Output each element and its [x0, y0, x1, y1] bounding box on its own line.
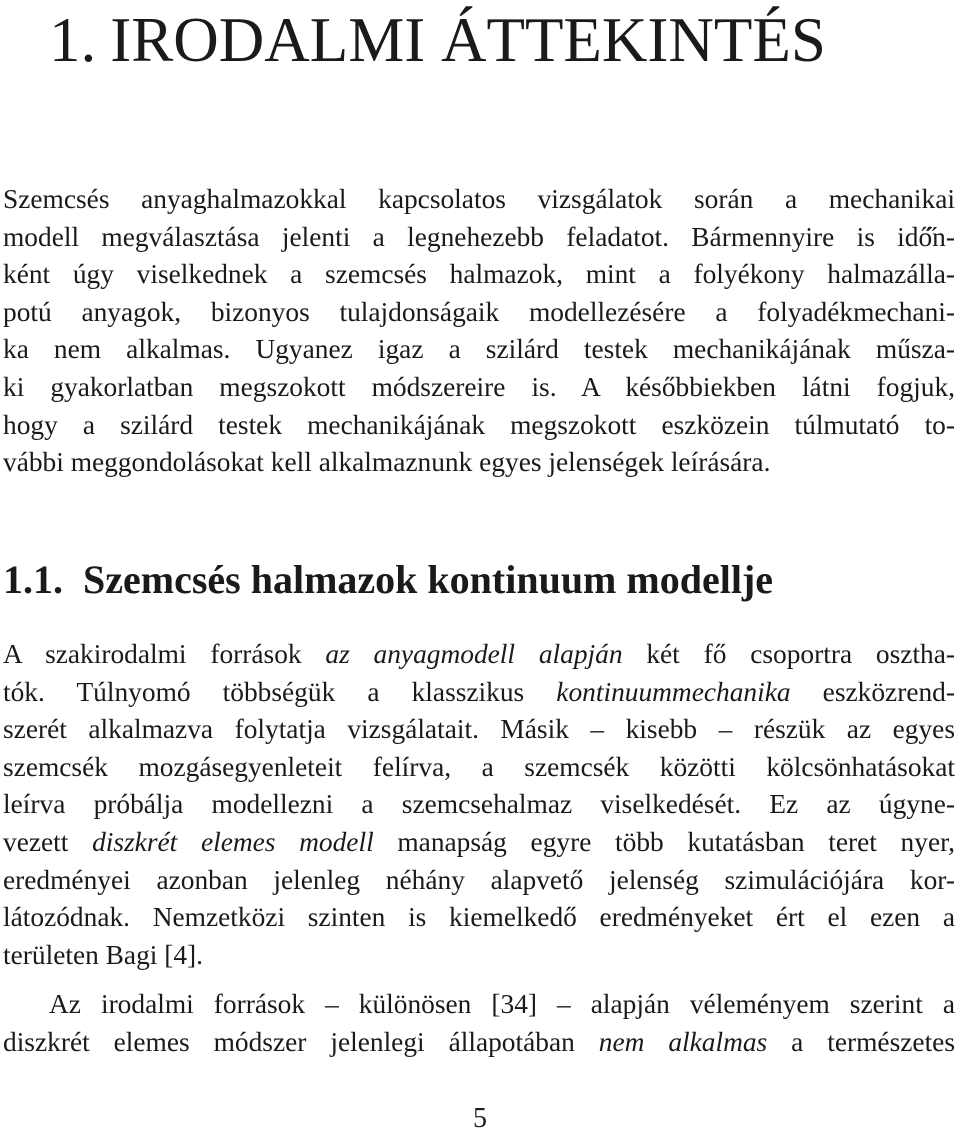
emphasis-text: diszkrét elemes modell: [92, 826, 374, 857]
text-line: [3, 674, 955, 712]
text-run: a természetes: [767, 1026, 955, 1057]
text-run: két fő csoportra osztha-: [622, 639, 955, 669]
text-run: manapság egyre több kutatásban teret nyer,: [373, 826, 955, 857]
text-line: területen Bagi [4].: [3, 939, 204, 970]
section-number: 1.1.: [3, 557, 63, 602]
section-title-text: Szemcsés halmazok kontinuum modellje: [83, 557, 773, 602]
section-heading: [3, 552, 773, 608]
section-paragraph-1: [3, 636, 955, 974]
text-run: vezett: [3, 826, 93, 857]
text-line: vábbi meggondolásokat kell alkalmaznunk egyes jelenségek leírására.: [3, 447, 771, 478]
page-number: 5: [473, 1103, 487, 1134]
text-line: Szemcsés anyaghalmazokkal kapcsolatos vizsgálatok során a mechanikai: [3, 184, 955, 214]
text-line: leírva próbálja modellezni a szemcsehalmaz viselkedését. Ez az úgyne-: [3, 789, 955, 820]
text-line: látozódnak. Nemzetközi szinten is kiemelkedő eredményeket ért el ezen a: [3, 902, 955, 933]
emphasis-text: nem alkalmas: [598, 1026, 768, 1057]
text-line: ként úgy viselkednek a szemcsés halmazok, mint a folyékony halmazálla-: [3, 259, 955, 290]
chapter-number: 1.: [49, 5, 97, 75]
text-run: A szakirodalmi források: [3, 639, 326, 669]
text-line: Az irodalmi források – különösen [34] – alapján véleményem szerint a: [49, 989, 955, 1019]
text-run: tók. Túlnyomó többségük a klasszikus: [3, 676, 557, 707]
text-line: [3, 636, 955, 674]
text-line: [3, 824, 955, 862]
text-line: ka nem alkalmas. Ugyanez igaz a szilárd testek mechanikájának műsza-: [3, 334, 955, 365]
emphasis-text: az anyagmodell alapján: [325, 639, 623, 669]
emphasis-text: kontinuummechanika: [556, 676, 791, 707]
chapter-title: [49, 4, 826, 76]
text-run: diszkrét elemes módszer jelenlegi állapotában: [3, 1026, 599, 1057]
text-line: szerét alkalmazva folytatja vizsgálatait. Másik – kisebb – részük az egyes: [3, 714, 955, 745]
text-line: potú anyagok, bizonyos tulajdonságaik modellezésére a folyadékmechani-: [3, 296, 955, 327]
text-line: hogy a szilárd testek mechanikájának megszokott eszközein túlmutató to-: [3, 409, 955, 440]
text-line: eredményei azonban jelenleg néhány alapvető jelenség szimulációjára kor-: [3, 864, 955, 895]
intro-paragraph: [3, 181, 955, 482]
chapter-title-text: IRODALMI ÁTTEKINTÉS: [110, 5, 826, 75]
text-line: ki gyakorlatban megszokott módszereire is. A későbbiekben látni fogjuk,: [3, 371, 955, 402]
text-line: [3, 1024, 955, 1062]
text-line: szemcsék mozgásegyenleteit felírva, a szemcsék közötti kölcsönhatásokat: [3, 751, 955, 782]
text-run: eszközrend-: [790, 676, 955, 707]
section-paragraph-2: [3, 986, 955, 1061]
text-line: modell megválasztása jelenti a legnehezebb feladatot. Bármennyire is idő̋n-: [3, 221, 955, 252]
